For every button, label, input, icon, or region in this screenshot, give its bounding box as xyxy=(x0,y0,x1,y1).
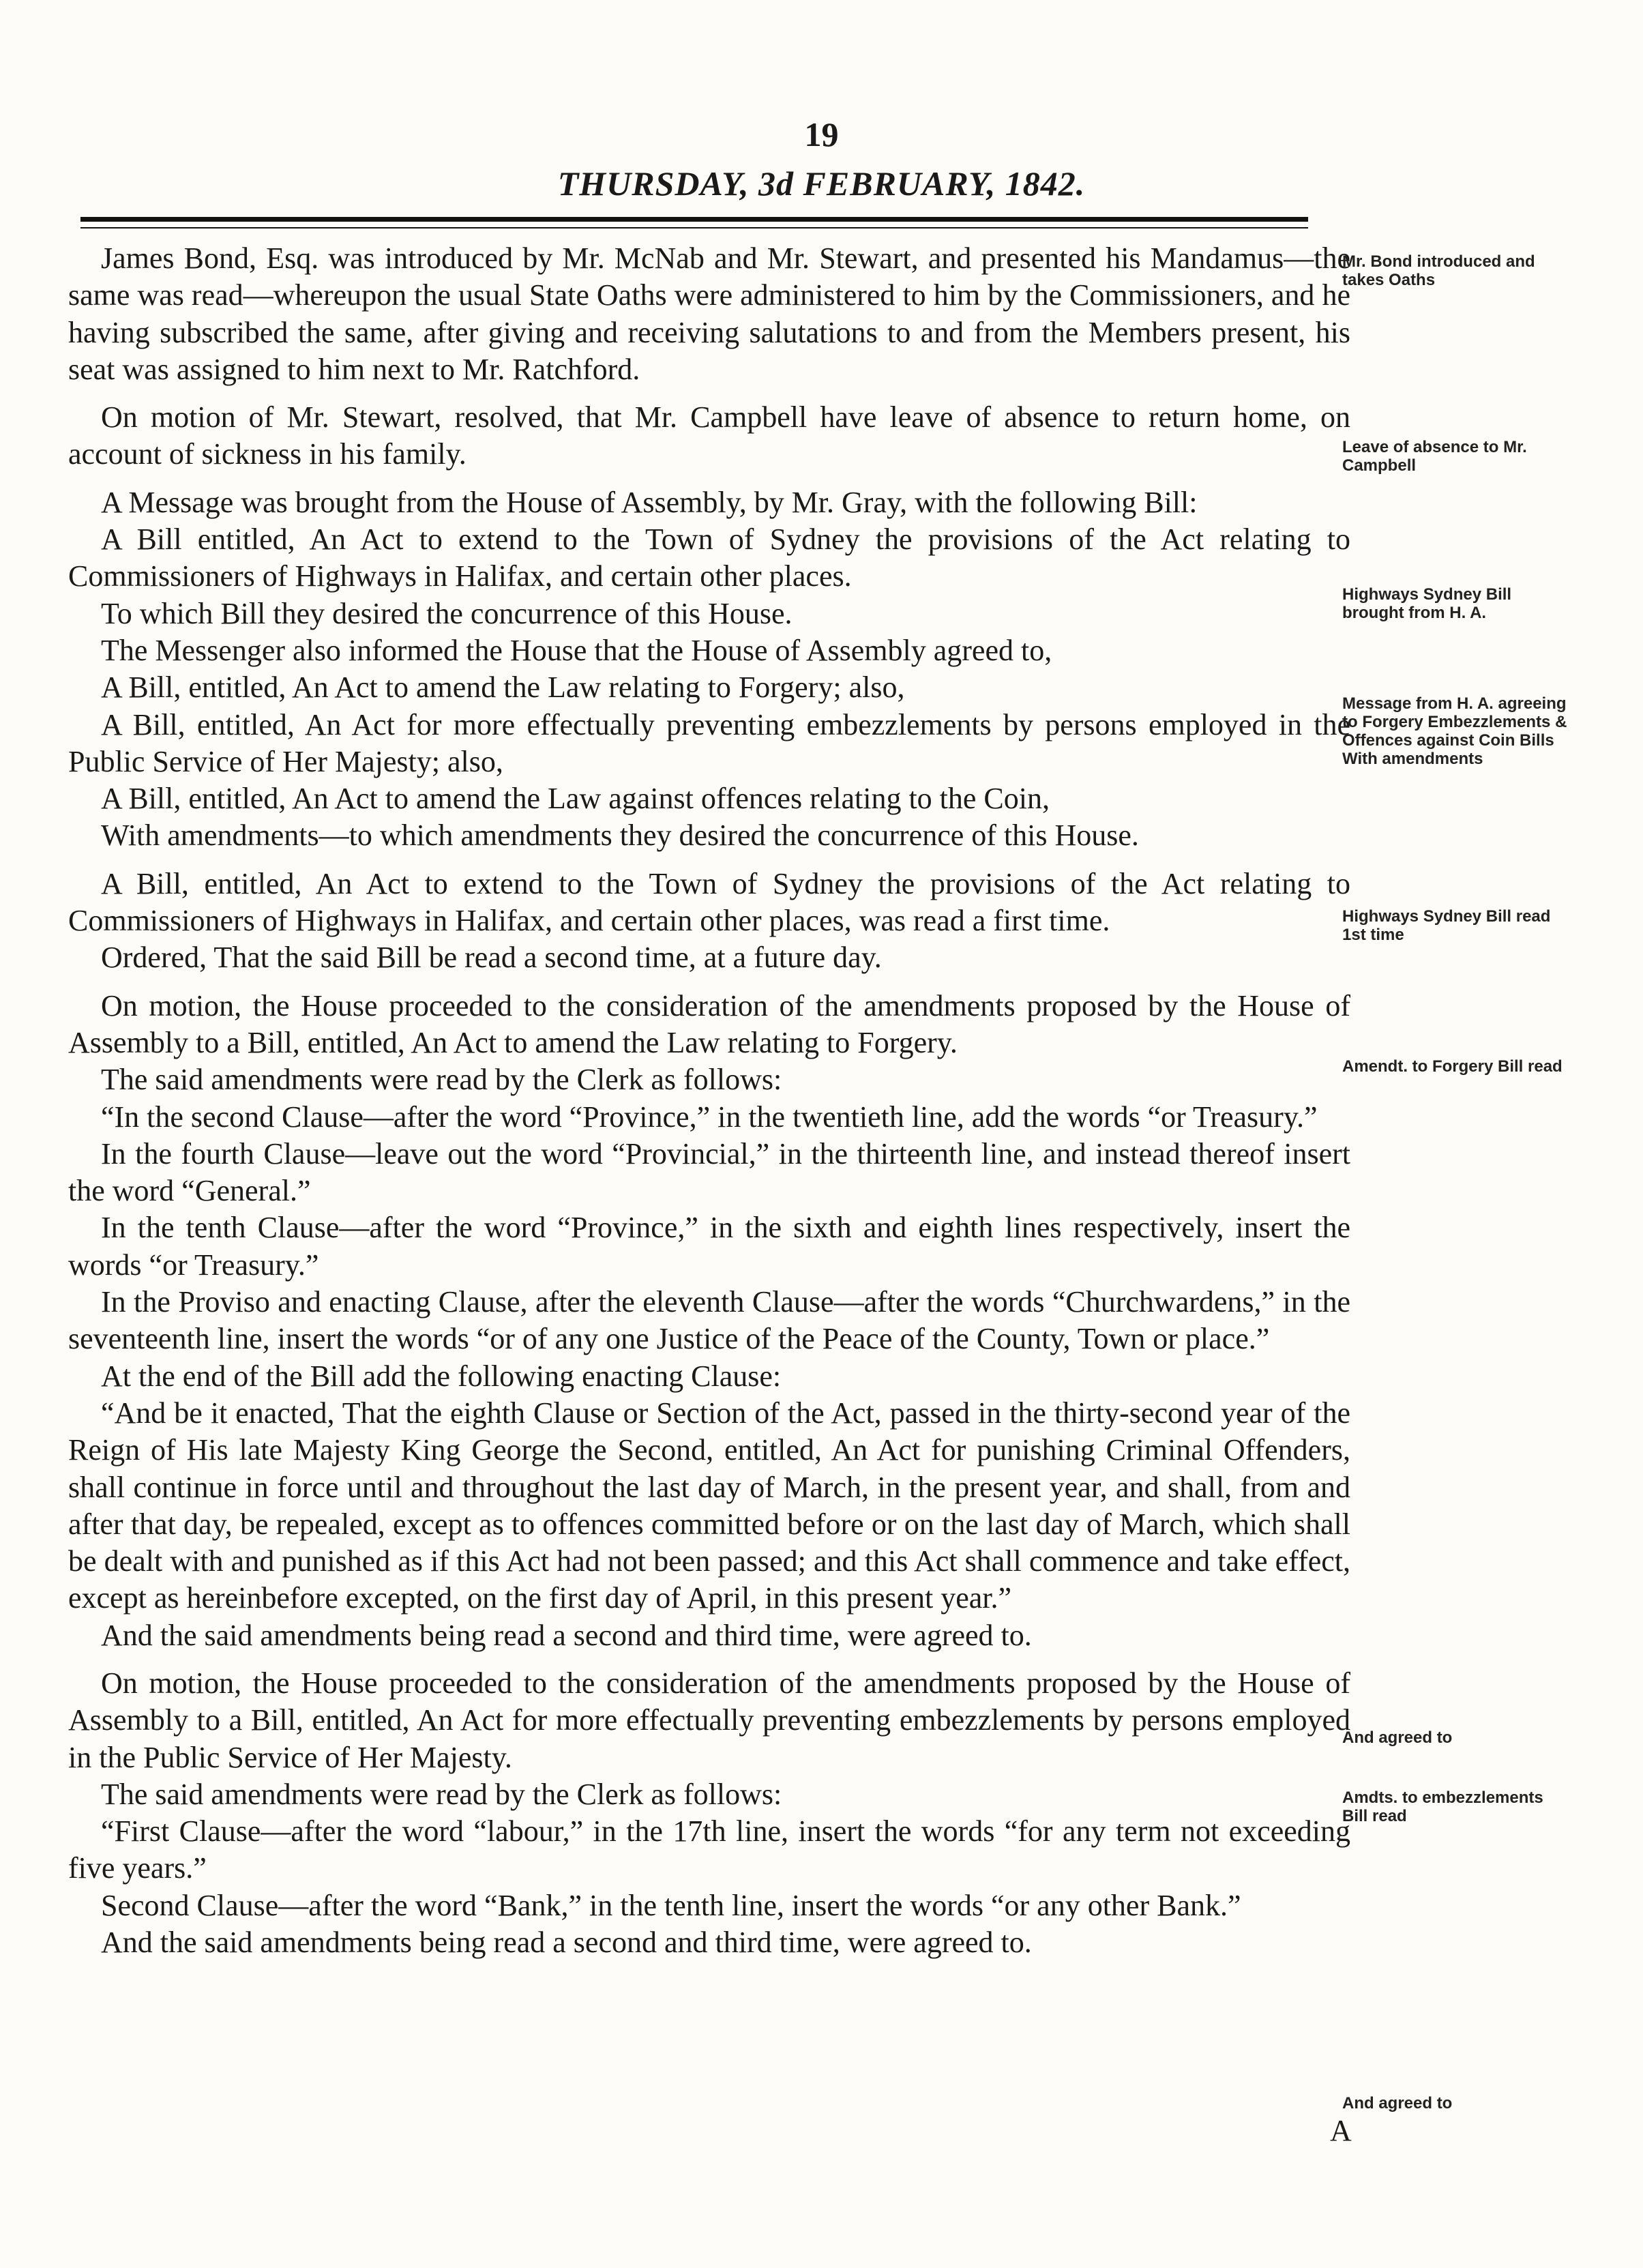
paragraph-embezzlement-agreed: And the said amendments being read a second and third time, were agreed to. xyxy=(101,1926,1032,1960)
paragraph-leave-of-absence: On motion of Mr. Stewart, resolved, that Mr. Campbell have leave of absence to return home, on account of sickness in his family. xyxy=(68,400,1350,471)
paragraph-end-of-bill: At the end of the Bill add the following enacting Clause: xyxy=(101,1359,782,1393)
heading-rule-thick xyxy=(80,217,1308,222)
margin-note-sydney-first: Highways Sydney Bill read 1st time xyxy=(1342,907,1551,944)
paragraph-first-clause: “First Clause—after the word “labour,” in the 17th line, insert the words “for any term not exceeding five years.” xyxy=(68,1814,1350,1885)
margin-note-sydney-bill: Highways Sydney Bill brought from H. A. xyxy=(1342,585,1512,622)
margin-note-embezzlement-agreed: And agreed to xyxy=(1342,2094,1453,2112)
paragraph-tenth-clause: In the tenth Clause—after the word “Province,” in the sixth and eighth lines respectively, insert the words “or Treasury.” xyxy=(68,1211,1350,1282)
page-date-heading: THURSDAY, 3d FEBRUARY, 1842. xyxy=(557,164,1086,203)
paragraph-ordered-second-reading: Ordered, That the said Bill be read a second time, at a future day. xyxy=(101,941,882,975)
paragraph-embezzlement-bill: A Bill, entitled, An Act for more effectually preventing embezzlements by persons employed in the Public Service of Her Majesty; also, xyxy=(68,707,1350,778)
paragraph-with-amendments: With amendments—to which amendments they desired the concurrence of this House. xyxy=(101,819,1139,853)
paragraph-bond-introduced: James Bond, Esq. was introduced by Mr. McNab and Mr. Stewart, and presented his Mandamus—the same was read—whereupon the usual State Oaths were administered to him by the Commissioners, and he having subscribed the same, after giving and receiving salutations to and from the Members present, his seat was assigned to him next to Mr. Ratchford. xyxy=(68,241,1350,386)
paragraph-amendments-read: The said amendments were read by the Clerk as follows: xyxy=(101,1063,782,1097)
paragraph-message-from-assembly: A Message was brought from the House of Assembly, by Mr. Gray, with the following Bill: xyxy=(101,485,1198,519)
paragraph-coin-bill: A Bill, entitled, An Act to amend the Law against offences relating to the Coin, xyxy=(101,782,1050,816)
catchword: A xyxy=(1330,2114,1352,2147)
heading-rule-thin xyxy=(80,227,1308,229)
paragraph-messenger-informed: The Messenger also informed the House that the House of Assembly agreed to, xyxy=(101,633,1052,667)
paragraph-forgery-bill: A Bill, entitled, An Act to amend the Law relating to Forgery; also, xyxy=(101,671,905,705)
main-text-column xyxy=(68,240,1350,1961)
margin-note-forgery-read: Amendt. to Forgery Bill read xyxy=(1342,1057,1563,1076)
margin-note-leave: Leave of absence to Mr. Campbell xyxy=(1342,438,1527,475)
paragraph-forgery-amendments-motion: On motion, the House proceeded to the consideration of the amendments proposed by the House of Assembly to a Bill, entitled, An Act to amend the Law relating to Forgery. xyxy=(68,988,1350,1059)
paragraph-concurrence: To which Bill they desired the concurrence of this House. xyxy=(101,596,793,630)
paragraph-forgery-agreed: And the said amendments being read a second and third time, were agreed to. xyxy=(101,1618,1032,1652)
paragraph-sydney-bill-first-reading: A Bill, entitled, An Act to extend to the Town of Sydney the provisions of the Act relating to Commissioners of Highways in Halifax, and certain other places, was read a first time. xyxy=(68,866,1350,938)
paragraph-sydney-bill-title: A Bill entitled, An Act to extend to the Town of Sydney the provisions of the Act relating to Commissioners of Highways in Halifax, and certain other places. xyxy=(68,522,1350,593)
paragraph-embezzlement-amendments-read: The said amendments were read by the Clerk as follows: xyxy=(101,1777,782,1811)
paragraph-embezzlement-amendments-motion: On motion, the House proceeded to the consideration of the amendments proposed by the House of Assembly to a Bill, entitled, An Act for more effectually preventing embezzlements by persons employed in the Public Service of Her Majesty. xyxy=(68,1666,1350,1774)
margin-note-bond: Mr. Bond introduced and takes Oaths xyxy=(1342,252,1535,289)
margin-note-forgery-agreed: And agreed to xyxy=(1342,1728,1453,1747)
paragraph-second-clause: “In the second Clause—after the word “Province,” in the twentieth line, add the words “or Treasury.” xyxy=(101,1100,1318,1134)
paragraph-enacting-clause: “And be it enacted, That the eighth Clause or Section of the Act, passed in the thirty-second year of the Reign of His late Majesty King George the Second, entitled, An Act for punishing Criminal Offenders, shall continue in force until and throughout the last day of March, in the present year, and shall, from and after that day, be repealed, except as to offences committed before or on the last day of March, which shall be dealt with and punished as if this Act had not been passed; and this Act shall commence and take effect, except as hereinbefore excepted, on the first day of April, in this present year.” xyxy=(68,1396,1350,1615)
margin-note-embezzlement-read: Amdts. to embezzlements Bill read xyxy=(1342,1788,1543,1825)
paragraph-second-clause-bank: Second Clause—after the word “Bank,” in the tenth line, insert the words “or any other Bank.” xyxy=(101,1888,1241,1922)
margin-note-message: Message from H. A. agreeing to Forgery Embezzlements & Offences against Coin Bills With amendments xyxy=(1342,694,1567,768)
page-number: 19 xyxy=(804,115,839,153)
paragraph-proviso-clause: In the Proviso and enacting Clause, after the eleventh Clause—after the words “Churchwardens,” in the seventeenth line, insert the words “or of any one Justice of the Peace of the County, Town or place.” xyxy=(68,1285,1350,1356)
paragraph-fourth-clause: In the fourth Clause—leave out the word “Provincial,” in the thirteenth line, and instead thereof insert the word “General.” xyxy=(68,1136,1350,1208)
